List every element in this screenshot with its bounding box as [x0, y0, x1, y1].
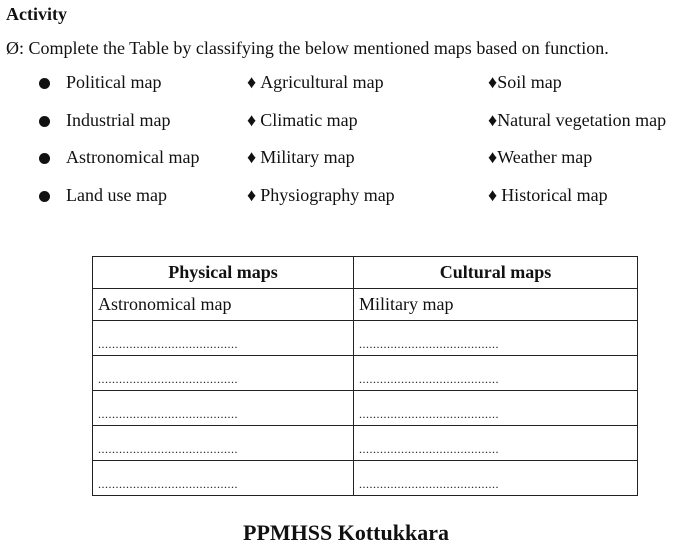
map-item: ♦Weather map [488, 147, 593, 167]
map-item: ♦ Military map [247, 147, 355, 167]
map-item: ♦ Physiography map [247, 185, 395, 205]
map-item: Industrial map [66, 110, 171, 130]
blank-cell: ........................................ [93, 391, 354, 426]
bullet-icon [39, 78, 50, 89]
map-item: ♦Soil map [488, 72, 562, 92]
map-item: ♦Natural vegetation map [488, 110, 667, 130]
table-row [93, 289, 638, 321]
bullet-icon [39, 153, 50, 164]
map-item: Astronomical map [66, 147, 200, 167]
blank-cell: ........................................ [354, 356, 638, 391]
map-item: ♦ Historical map [488, 185, 608, 205]
blank-cell: ........................................ [93, 321, 354, 356]
physical-maps-header: Physical maps [93, 257, 354, 289]
blank-cell: ........................................ [93, 426, 354, 461]
diamond-icon: ♦ [247, 147, 257, 167]
bullet-icon [39, 116, 50, 127]
table-row [93, 321, 638, 356]
table-header-row [93, 257, 638, 289]
instruction-text: : Complete the Table by classifying the below mentioned maps based on function. [19, 38, 609, 58]
table-cell: Astronomical map [93, 289, 354, 321]
blank-cell: ........................................ [354, 391, 638, 426]
table-cell: Military map [354, 289, 638, 321]
diamond-icon: ♦ [247, 72, 257, 92]
bullet-icon [39, 191, 50, 202]
diamond-icon: ♦ [488, 185, 498, 205]
classification-table [92, 256, 638, 496]
diamond-icon: ♦ [247, 185, 257, 205]
table-row [93, 426, 638, 461]
empty-set-symbol: Ø [6, 38, 19, 58]
table-row [93, 356, 638, 391]
school-name-footer: PPMHSS Kottukkara [243, 520, 449, 545]
map-item: Land use map [66, 185, 167, 205]
diamond-icon: ♦ [488, 147, 498, 167]
table-row [93, 391, 638, 426]
table-row [93, 461, 638, 496]
map-list [0, 0, 692, 230]
blank-cell: ........................................ [354, 426, 638, 461]
diamond-icon: ♦ [488, 110, 498, 130]
activity-heading: Activity [6, 4, 67, 24]
blank-cell: ........................................ [354, 461, 638, 496]
blank-cell: ........................................ [93, 461, 354, 496]
map-item: Political map [66, 72, 162, 92]
blank-cell: ........................................ [354, 321, 638, 356]
blank-cell: ........................................ [93, 356, 354, 391]
map-item: ♦ Agricultural map [247, 72, 384, 92]
diamond-icon: ♦ [247, 110, 257, 130]
map-item: ♦ Climatic map [247, 110, 358, 130]
diamond-icon: ♦ [488, 72, 498, 92]
cultural-maps-header: Cultural maps [354, 257, 638, 289]
